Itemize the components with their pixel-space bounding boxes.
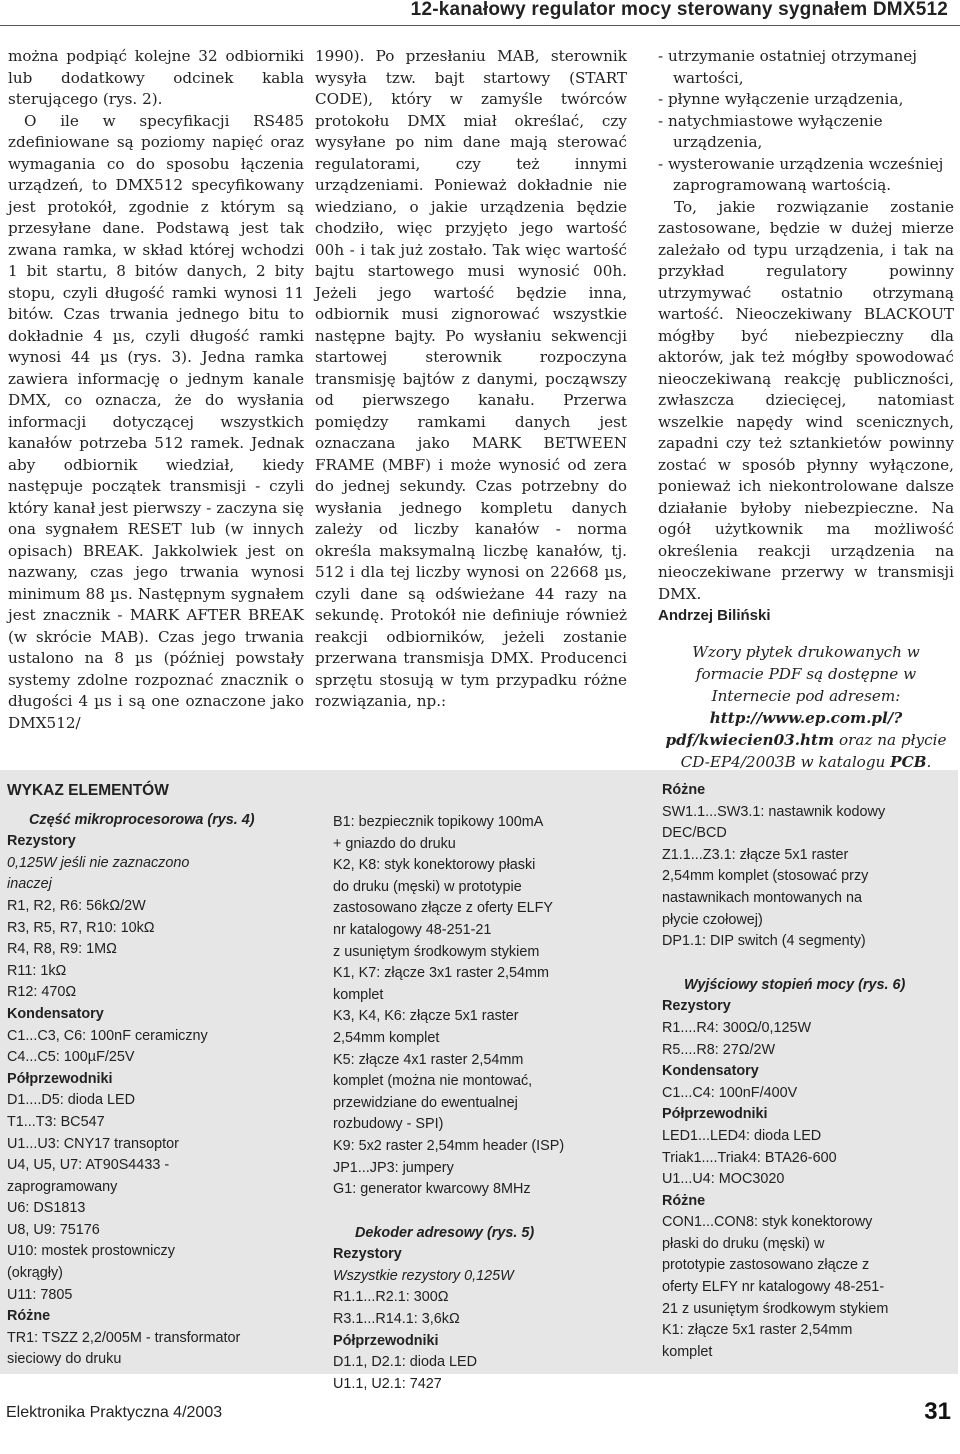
- author-name: Andrzej Biliński: [658, 607, 771, 624]
- parts-item: U4, U5, U7: AT90S4433 -: [7, 1157, 170, 1174]
- parts-item: płycie czołowej): [662, 911, 763, 928]
- parts-item: komplet: [333, 986, 384, 1003]
- note-end: .: [926, 752, 932, 771]
- parts-item: U11: 7805: [7, 1286, 73, 1303]
- parts-category: Kondensatory: [7, 1005, 104, 1022]
- parts-column-3: [662, 780, 958, 1363]
- parts-item: z usuniętym środkowym stykiem: [333, 943, 540, 960]
- parts-item: rozbudowy - SPI): [333, 1116, 444, 1133]
- parts-item: U1.1, U2.1: 7427: [333, 1375, 442, 1392]
- parts-item: K1, K7: złącze 3x1 raster 2,54mm: [333, 965, 549, 982]
- spacer: [662, 953, 958, 975]
- parts-item: G1: generator kwarcowy 8MHz: [333, 1181, 531, 1198]
- parts-item: DP1.1: DIP switch (4 segmenty): [662, 933, 866, 950]
- parts-list-box: [0, 770, 958, 1392]
- list-item: - płynne wyłączenie urządzenia,: [658, 90, 904, 108]
- parts-section-heading: Część mikroprocesorowa (rys. 4): [29, 811, 255, 828]
- note-url-link[interactable]: http://www.ep.com.pl/?pdf/kwiecien03.htm: [665, 708, 903, 749]
- col1-paragraph-1: można podpiąć kolejne 32 odbiorniki lub dodatkowy odcinek kabla sterującego (rys. 2).: [8, 47, 304, 108]
- parts-category: Rezystory: [333, 1246, 402, 1263]
- parts-item: 2,54mm komplet (stosować przy: [662, 868, 869, 885]
- download-note: [658, 641, 954, 773]
- parts-category: Półprzewodniki: [333, 1332, 439, 1349]
- parts-section-heading: Wyjściowy stopień mocy (rys. 6): [684, 976, 906, 993]
- parts-item: prototypie zastosowano złącze z: [662, 1257, 870, 1274]
- footer-magazine: Elektronika Praktyczna 4/2003: [6, 1404, 223, 1421]
- spacer: [333, 1201, 633, 1223]
- parts-section-heading: Dekoder adresowy (rys. 5): [355, 1224, 535, 1241]
- note-pcb: PCB: [890, 752, 927, 771]
- parts-item: R11: 1kΩ: [7, 962, 67, 979]
- parts-category: Kondensatory: [662, 1063, 759, 1080]
- parts-item: 21 z usuniętym środkowym stykiem: [662, 1300, 889, 1317]
- parts-item: nastawnikach montowanych na: [662, 889, 862, 906]
- parts-category: Różne: [662, 1192, 706, 1209]
- parts-item: Triak1....Triak4: BTA26-600: [662, 1149, 837, 1166]
- parts-item: komplet (można nie montować,: [333, 1073, 533, 1090]
- text-column-2: [315, 46, 627, 713]
- parts-item: B1: bezpiecznik topikowy 100mA: [333, 814, 544, 830]
- parts-item: R1.1...R2.1: 300Ω: [333, 1289, 449, 1306]
- parts-item: Z1.1...Z3.1: złącze 5x1 raster: [662, 846, 849, 863]
- parts-category: Półprzewodniki: [662, 1106, 768, 1123]
- parts-item: zaprogramowany: [7, 1178, 118, 1195]
- parts-item: C4...C5: 100µF/25V: [7, 1049, 135, 1066]
- parts-item: TR1: TSZZ 2,2/005M - transformator: [7, 1329, 241, 1346]
- header-divider: [0, 25, 960, 26]
- parts-item: płaski do druku (męski) w: [662, 1235, 825, 1252]
- parts-item: do druku (męski) w prototypie: [333, 878, 522, 895]
- parts-item: U6: DS1813: [7, 1200, 86, 1217]
- col1-paragraph-2: O ile w specyfikacji RS485 zdefiniowane są poziomy napięć oraz wymagania co do sposobu łączenia urządzeń, to DMX512 specyfikowany jest protokół, zgodnie z którym są przesyłane dane. Podstawą jest tak zwana ramka, w skład której wchodzi 1 bit startu, 8 bitów danych, 2 bity stopu, czyli długość ramki wynosi 11 bitów. Czas trwania jednego bitu to dokładnie 4 µs, czyli długość ramki wynosi 44 µs (rys. 3). Jedna ramka zawiera informację o jednym kanale DMX, co oznacza, że do wysłania informacji dotyczącej wszystkich kanałów potrzeba 512 ramek. Jednak aby odbiornik wiedział, kiedy następuje początek transmisji - czyli który kanał jest pierwszy - zaczyna się ona sygnałem RESET lub (w innych opisach) BREAK. Jakkolwiek jest on nazwany, czas jego trwania wynosi minimum 88 µs. Następnym sygnałem jest znacznik - MARK AFTER BREAK (w skrócie MAB). Czas jego trwania ustalono na 8 µs (później powstały systemy zdolne rozpoznać znacznik o długości 4 µs i są one oznaczone jako DMX512/: [8, 111, 304, 732]
- parts-item: U10: mostek prostowniczy: [7, 1243, 175, 1260]
- parts-category: Rezystory: [7, 833, 76, 850]
- parts-item: LED1...LED4: dioda LED: [662, 1127, 822, 1144]
- col2-paragraph-1: 1990). Po przesłaniu MAB, sterownik wysyła tzw. bajt startowy (START CODE), który w zamyśle twórców protokołu DMX miał określać, czy wysyłane po nim dane mają sterować regulatorami, czy też innymi urządzeniami. Ponieważ dokładnie nie wiedziano, o jakie urządzenia będzie chodziło, więc przyjęto jego wartość 00h - i tak już zostało. Tak więc wartość bajtu startowego musi wynosić 00h. Jeżeli jego wartość będzie inna, odbiornik musi zignorować wszystkie następne bajty. Po wysłaniu sekwencji startowej sterownik rozpoczyna transmisję bajtów z danymi, począwszy od pierwszego kanału. Przerwa pomiędzy ramkami danych jest oznaczana jako MARK BETWEEN FRAME (MBF) i może wynosić od zera do jednej sekundy. Czas potrzebny do wysłania jednego kompletu danych zależy od liczby kanałów - norma określa maksymalną liczbę kanałów, tj. 512 i dla tej liczby wynosi on 22668 µs, czyli dane są odświeżane 44 razy na sekundę. Protokół nie definiuje również reakcji odbiorników, jeżeli zostanie przerwana transmisja DMX. Producenci sprzętu stosują w tym przypadku różne rozwiązania, np.:: [315, 47, 627, 710]
- note-text-a: Wzory płytek drukowanych w formacie PDF są dostępne w Internecie pod adresem:: [692, 642, 920, 705]
- footer-page-number: 31: [924, 1398, 951, 1425]
- parts-item: K1: złącze 5x1 raster 2,54mm: [662, 1322, 853, 1339]
- parts-item: zastosowano złącze z oferty ELFY: [333, 900, 553, 917]
- parts-item: komplet: [662, 1343, 713, 1360]
- parts-item: K2, K8: styk konektorowy płaski: [333, 857, 536, 874]
- list-item: - utrzymanie ostatniej otrzymanej wartości,: [658, 47, 917, 87]
- parts-item: D1....D5: dioda LED: [7, 1092, 135, 1109]
- parts-item: R12: 470Ω: [7, 984, 77, 1001]
- parts-item: C1...C4: 100nF/400V: [662, 1084, 798, 1101]
- parts-item: nr katalogowy 48-251-21: [333, 921, 492, 938]
- parts-item: sieciowy do druku: [7, 1351, 122, 1368]
- parts-item: CON1...CON8: styk konektorowy: [662, 1214, 873, 1231]
- parts-item: K3, K4, K6: złącze 5x1 raster: [333, 1008, 519, 1025]
- parts-item: K9: 5x2 raster 2,54mm header (ISP): [333, 1137, 565, 1154]
- list-item: - wysterowanie urządzenia wcześniej zaprogramowaną wartością.: [658, 154, 944, 194]
- header-title: 12-kanałowy regulator mocy sterowany sygnałem DMX512: [410, 0, 948, 20]
- parts-item: (okrągły): [7, 1265, 63, 1282]
- parts-item: U1...U3: CNY17 transoptor: [7, 1135, 179, 1152]
- parts-item: + gniazdo do druku: [333, 835, 456, 852]
- parts-item: K5: złącze 4x1 raster 2,54mm: [333, 1051, 524, 1068]
- parts-item: DEC/BCD: [662, 825, 727, 842]
- page-header: [0, 0, 960, 26]
- parts-item: D1.1, D2.1: dioda LED: [333, 1354, 477, 1371]
- parts-item: R4, R8, R9: 1MΩ: [7, 941, 117, 958]
- parts-item: U8, U9: 75176: [7, 1221, 100, 1238]
- text-column-3: [658, 46, 954, 773]
- parts-category: Półprzewodniki: [7, 1070, 113, 1087]
- parts-item: 0,125W jeśli nie zaznaczono: [7, 854, 190, 871]
- col3-paragraph: To, jakie rozwiązanie zostanie zastosowane, będzie w dużej mierze zależało od typu urządzenia, i tak na przykład regulatory powinny utrzymywać ostatnio otrzymaną wartość. Nieoczekiwany BLACKOUT mógłby być niebezpieczny dla aktorów, jak też mógłby spowodować nieoczekiwaną reakcję publiczności, zwłaszcza dziecięcej, natomiast wszelkie napędy wind scenicznych, zapadni czy też sztankietów powinny zostać w sposób płynny wyłączone, ponieważ ich niekontrolowane dalsze działanie byłoby niebezpieczne. Na ogół użytkownik ma możliwość określenia reakcji urządzenia na nieoczekiwane przerwy w transmisji DMX.: [658, 197, 954, 603]
- parts-item: U1...U4: MOC3020: [662, 1171, 785, 1188]
- parts-category: Różne: [7, 1308, 51, 1325]
- parts-category: Różne: [662, 782, 706, 798]
- parts-item: R3, R5, R7, R10: 10kΩ: [7, 919, 155, 936]
- parts-item: JP1...JP3: jumpery: [333, 1159, 454, 1176]
- note-text-b: oraz na płycie CD-EP4/2003B w katalogu: [680, 730, 947, 771]
- parts-item: SW1.1...SW3.1: nastawnik kodowy: [662, 803, 886, 820]
- parts-item: Wszystkie rezystory 0,125W: [333, 1267, 514, 1284]
- parts-list-title: WYKAZ ELEMENTÓW: [7, 782, 169, 799]
- text-column-1: [8, 46, 304, 734]
- parts-item: C1...C3, C6: 100nF ceramiczny: [7, 1027, 208, 1044]
- parts-column-1: [7, 780, 307, 1371]
- parts-item: R5....R8: 27Ω/2W: [662, 1041, 776, 1058]
- parts-item: 2,54mm komplet: [333, 1029, 440, 1046]
- parts-item: przewidziane do ewentualnej: [333, 1094, 518, 1111]
- parts-item: T1...T3: BC547: [7, 1113, 105, 1130]
- parts-item: R3.1...R14.1: 3,6kΩ: [333, 1311, 460, 1328]
- parts-item: R1....R4: 300Ω/0,125W: [662, 1019, 812, 1036]
- parts-item: inaczej: [7, 876, 52, 893]
- list-item: - natychmiastowe wyłączenie urządzenia,: [658, 111, 883, 151]
- parts-column-2: [333, 812, 633, 1395]
- parts-item: oferty ELFY nr katalogowy 48-251-: [662, 1279, 885, 1296]
- parts-category: Rezystory: [662, 998, 731, 1015]
- parts-item: R1, R2, R6: 56kΩ/2W: [7, 897, 146, 914]
